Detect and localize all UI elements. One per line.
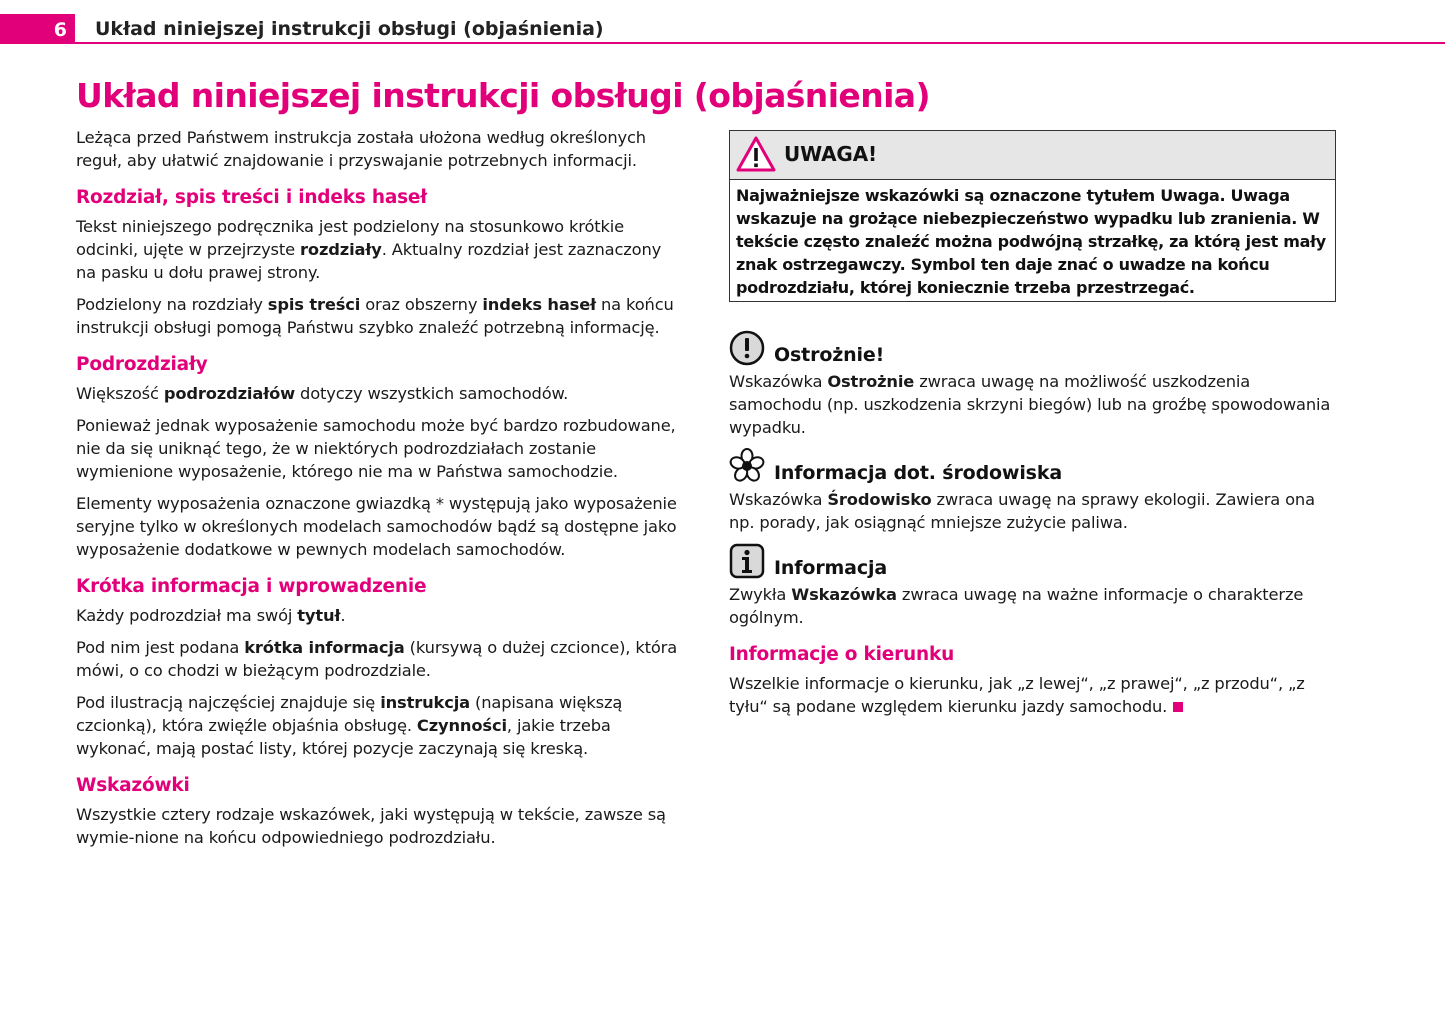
info-text: Zwykła Wskazówka zwraca uwagę na ważne informacje o charakterze ogólnym. [729,585,1304,627]
caution-header [729,330,1339,370]
environment-header [729,448,1339,488]
section-heading-notes: Wskazówki [76,775,190,796]
warning-header [730,131,1335,180]
paragraph: Wszystkie cztery rodzaje wskazówek, jaki występują w tekście, zawsze są wymie-nione na końcu odpowiedniego podrozdziału. [76,805,666,847]
paragraph: Podzielony na rozdziały spis treści oraz obszerny indeks haseł na końcu instrukcji obsługi pomogą Państwu szybko znaleźć potrzebną informację. [76,295,674,337]
intro-paragraph: Leżąca przed Państwem instrukcja została ułożona według określonych reguł, aby ułatwić znajdowanie i przyswajanie potrzebnych informacji. [76,128,646,170]
page-number: 6 [0,14,75,44]
warning-box [729,130,1336,302]
environment-text: Wskazówka Środowisko zwraca uwagę na sprawy ekologii. Zawiera ona np. porady, jak osiągnąć mniejsze zużycie paliwa. [729,490,1315,532]
warning-triangle-icon [736,136,776,172]
paragraph: Ponieważ jednak wyposażenie samochodu może być bardzo rozbudowane, nie da się uniknąć tego, że w niektórych podrozdziałach zostanie wymienione wyposażenie, którego nie ma w Państwa samochodzie. [76,416,676,481]
left-column [76,126,686,858]
exclamation-circle-icon [729,330,765,366]
flower-icon [729,448,765,484]
warning-text: Najważniejsze wskazówki są oznaczone tytułem Uwaga. Uwaga wskazuje na grożące niebezpieczeństwo wypadku lub zranienia. W tekście często znaleźć można podwójną strzałkę, za którą jest mały znak ostrzegawczy. Symbol ten daje znać o uwadze na końcu podrozdziału, której koniecznie trzeba przestrzegać. [736,186,1326,297]
running-header-title: Układ niniejszej instrukcji obsługi (objaśnienia) [95,18,604,40]
paragraph: Każdy podrozdział ma swój tytuł. [76,606,346,625]
section-heading-short-info: Krótka informacja i wprowadzenie [76,576,427,597]
direction-text: Wszelkie informacje o kierunku, jak „z lewej“, „z prawej“, „z przodu“, „z tyłu“ są podane względem kierunku jazdy samochodu. [729,674,1305,716]
warning-title: UWAGA! [784,142,877,166]
paragraph: Większość podrozdziałów dotyczy wszystkich samochodów. [76,384,569,403]
paragraph: Tekst niniejszego podręcznika jest podzielony na stosunkowo krótkie odcinki, ujęte w przejrzyste rozdziały. Aktualny rozdział jest zaznaczony na pasku u dołu prawej strony. [76,217,662,282]
paragraph: Elementy wyposażenia oznaczone gwiazdką * występują jako wyposażenie seryjne tylko w określonych modelach samochodów bądź są dostępne jako wyposażenie dodatkowe w pewnych modelach samochodów. [76,494,677,559]
section-heading-subchapters: Podrozdziały [76,354,208,375]
section-end-marker [1173,702,1183,712]
page-title: Układ niniejszej instrukcji obsługi (objaśnienia) [76,76,930,115]
paragraph: Pod nim jest podana krótka informacja (kursywą o dużej czcionce), która mówi, o co chodzi w bieżącym podrozdziale. [76,638,678,680]
info-header [729,543,1339,583]
page-header [0,0,1445,46]
caution-text: Wskazówka Ostrożnie zwraca uwagę na możliwość uszkodzenia samochodu (np. uszkodzenia skrzyni biegów) lub na groźbę spowodowania wypadku. [729,372,1331,437]
paragraph: Pod ilustracją najczęściej znajduje się instrukcja (napisana większą czcionką), która zwięźle objaśnia obsługę. Czynności, jakie trzeba wykonać, mają postać listy, której pozycje zaczynają się kreską. [76,693,623,758]
caution-title: Ostrożnie! [774,344,885,366]
header-rule [75,42,1445,44]
section-heading-direction: Informacje o kierunku [729,644,955,665]
info-title: Informacja [774,557,888,579]
section-heading-chapters: Rozdział, spis treści i indeks haseł [76,187,427,208]
environment-title: Informacja dot. środowiska [774,462,1063,484]
info-icon [729,543,765,579]
right-column [729,130,1339,727]
